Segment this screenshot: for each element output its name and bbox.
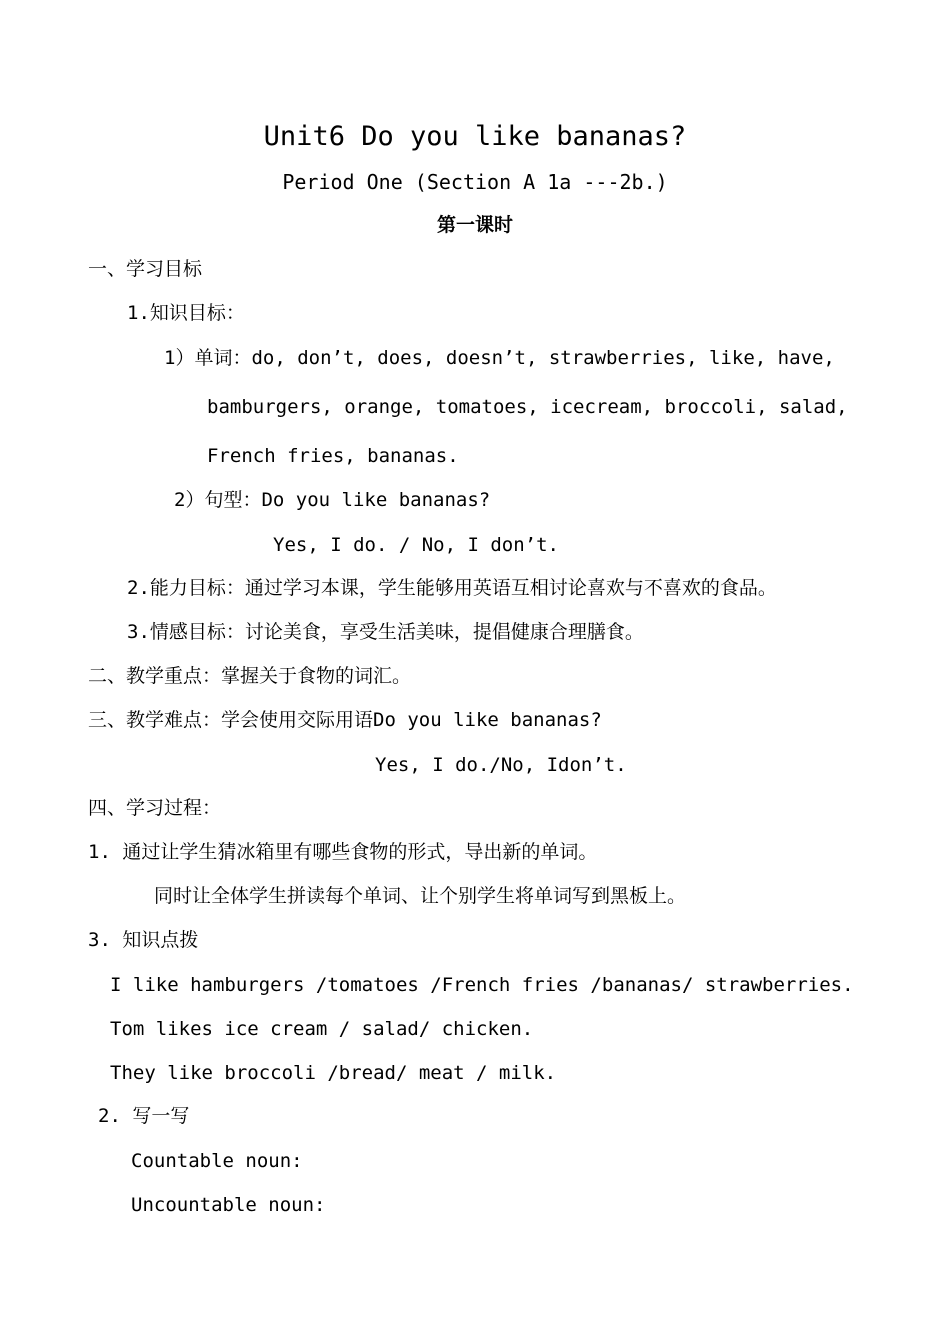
section-2-key-point: 二、教学重点：掌握关于食物的词汇。 <box>88 665 412 687</box>
ability-goal: 2.能力目标：通过学习本课，学生能够用英语互相讨论喜欢与不喜欢的食品。 <box>127 577 777 599</box>
step-3-heading: 3. 知识点拨 <box>88 929 199 951</box>
lesson-label: 第一课时 <box>436 214 513 236</box>
vocab-line-1: 1）单词：do, don’t, does, doesn’t, strawberries, like, have, <box>164 347 835 369</box>
section-3-answer: Yes, I do./No, Idon’t. <box>375 754 627 776</box>
section-4-heading: 四、学习过程： <box>88 797 222 819</box>
knowledge-goal-label: 1.知识目标： <box>127 302 245 324</box>
section-1-heading: 一、学习目标 <box>88 258 203 280</box>
vocab-line-3: French fries, bananas. <box>207 445 459 467</box>
document-subtitle: Period One (Section A 1a ---2b.) <box>282 170 668 194</box>
step-2-heading: 2. 写一写 <box>98 1105 190 1127</box>
sentence-pattern-line-2: Yes, I do. / No, I don’t. <box>273 534 559 556</box>
example-sentence-3: They like broccoli /bread/ meat / milk. <box>110 1062 557 1084</box>
example-sentence-2: Tom likes ice cream / salad/ chicken. <box>110 1018 534 1040</box>
sentence-pattern-line-1: 2）句型：Do you like bananas? <box>174 489 491 511</box>
example-sentence-1: I like hamburgers /tomatoes /French fries /bananas/ strawberries. <box>110 974 854 996</box>
uncountable-noun-label: Uncountable noun: <box>131 1194 326 1216</box>
step-1-line-2: 同时让全体学生拼读每个单词、让个别学生将单词写到黑板上。 <box>154 885 687 907</box>
countable-noun-label: Countable noun: <box>131 1150 303 1172</box>
document-title: Unit6 Do you like bananas? <box>263 121 687 152</box>
emotion-goal: 3.情感目标：讨论美食，享受生活美味，提倡健康合理膳食。 <box>127 621 644 643</box>
vocab-line-2: bamburgers, orange, tomatoes, icecream, broccoli, salad, <box>207 396 848 418</box>
section-3-difficulty: 三、教学难点：学会使用交际用语Do you like bananas? <box>88 709 602 731</box>
step-1-line-1: 1. 通过让学生猜冰箱里有哪些食物的形式，导出新的单词。 <box>88 841 598 863</box>
